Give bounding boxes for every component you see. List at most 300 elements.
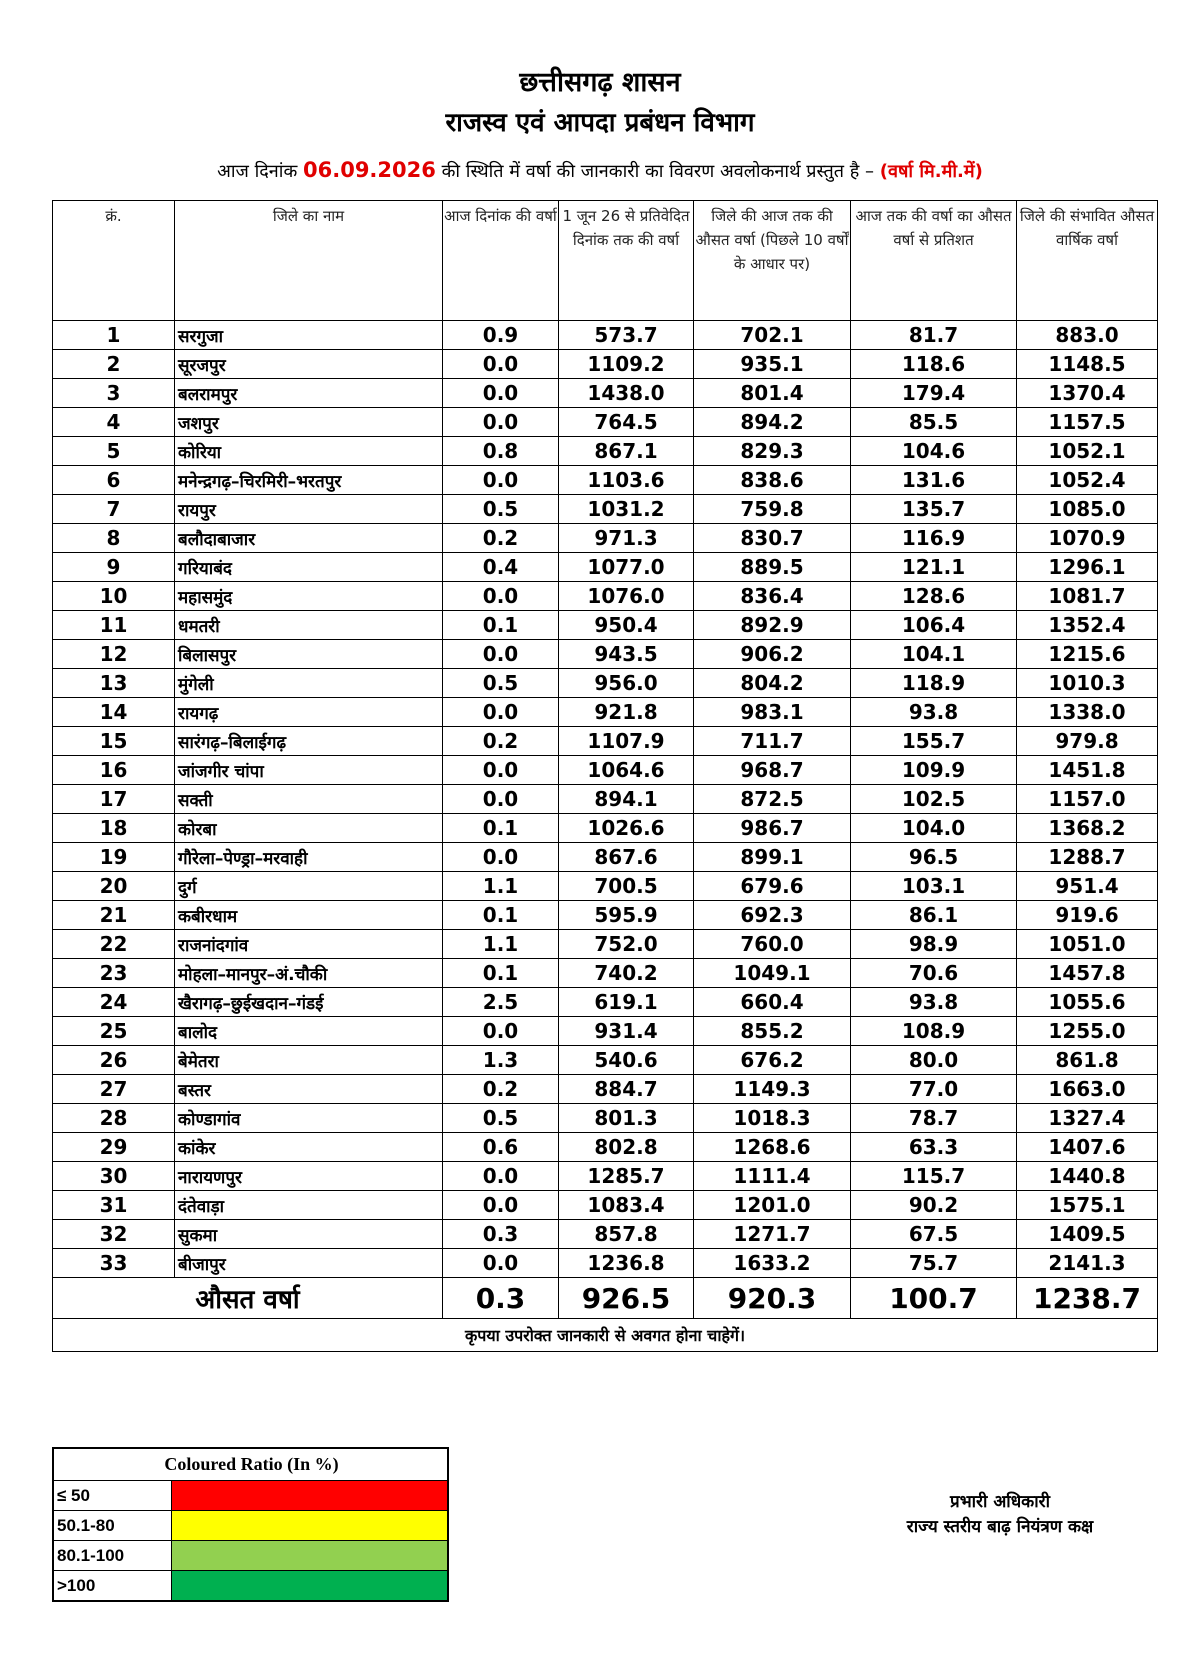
average-rain-cell: 899.1: [694, 843, 851, 872]
table-row: [53, 1191, 1158, 1220]
percent-cell: 108.9: [851, 1017, 1017, 1046]
serial-number-cell: 2: [53, 350, 175, 379]
cumulative-rain-cell: 1083.4: [559, 1191, 694, 1220]
annual-average-cell: 1085.0: [1017, 495, 1158, 524]
today-rain-cell: 0.2: [443, 524, 559, 553]
average-rain-cell: 692.3: [694, 901, 851, 930]
district-name-cell: कोरिया: [175, 437, 443, 466]
district-name-cell: बालोद: [175, 1017, 443, 1046]
table-row: [53, 524, 1158, 553]
table-row: [53, 698, 1158, 727]
cumulative-rain-cell: 595.9: [559, 901, 694, 930]
percent-cell: 104.1: [851, 640, 1017, 669]
table-row: [53, 379, 1158, 408]
average-rain-cell: 676.2: [694, 1046, 851, 1075]
today-rain-cell: 0.0: [443, 379, 559, 408]
average-rain-cell: 679.6: [694, 872, 851, 901]
cumulative-rain-cell: 801.3: [559, 1104, 694, 1133]
annual-average-cell: 883.0: [1017, 321, 1158, 350]
average-row: [53, 1278, 1158, 1319]
legend-row: [53, 1481, 448, 1511]
average-rain-cell: 872.5: [694, 785, 851, 814]
today-rain-cell: 0.0: [443, 466, 559, 495]
district-name-cell: नारायणपुर: [175, 1162, 443, 1191]
legend-swatch-red: [171, 1481, 448, 1511]
serial-number-cell: 8: [53, 524, 175, 553]
today-rain-cell: 2.5: [443, 988, 559, 1017]
annual-average-cell: 979.8: [1017, 727, 1158, 756]
percent-cell: 63.3: [851, 1133, 1017, 1162]
district-name-cell: दंतेवाड़ा: [175, 1191, 443, 1220]
colour-legend: [52, 1447, 449, 1602]
average-rain-cell: 836.4: [694, 582, 851, 611]
cumulative-rain-cell: 1064.6: [559, 756, 694, 785]
percent-cell: 75.7: [851, 1249, 1017, 1278]
department-title: राजस्व एवं आपदा प्रबंधन विभाग: [445, 108, 755, 138]
percent-cell: 103.1: [851, 872, 1017, 901]
annual-average-cell: 1457.8: [1017, 959, 1158, 988]
percent-cell: 78.7: [851, 1104, 1017, 1133]
average-rain-cell: 804.2: [694, 669, 851, 698]
column-header-cumulative-rain: 1 जून 26 से प्रतिवेदित दिनांक तक की वर्षा: [559, 201, 694, 321]
district-name-cell: कबीरधाम: [175, 901, 443, 930]
today-rain-cell: 1.3: [443, 1046, 559, 1075]
cumulative-rain-cell: 802.8: [559, 1133, 694, 1162]
table-row: [53, 901, 1158, 930]
cumulative-rain-cell: 867.1: [559, 437, 694, 466]
average-rain-cell: 660.4: [694, 988, 851, 1017]
average-label: औसत वर्षा: [53, 1278, 443, 1319]
percent-cell: 106.4: [851, 611, 1017, 640]
percent-cell: 70.6: [851, 959, 1017, 988]
average-rain-cell: 760.0: [694, 930, 851, 959]
percent-cell: 98.9: [851, 930, 1017, 959]
average-rain-cell: 829.3: [694, 437, 851, 466]
percent-cell: 93.8: [851, 698, 1017, 727]
district-name-cell: गरियाबंद: [175, 553, 443, 582]
note-row: [53, 1319, 1158, 1352]
cumulative-rain-cell: 971.3: [559, 524, 694, 553]
serial-number-cell: 3: [53, 379, 175, 408]
average-rain-cell: 894.2: [694, 408, 851, 437]
district-name-cell: मनेन्द्रगढ़–चिरमिरी–भरतपुर: [175, 466, 443, 495]
cumulative-rain-cell: 921.8: [559, 698, 694, 727]
table-row: [53, 582, 1158, 611]
today-rain-cell: 0.8: [443, 437, 559, 466]
cumulative-rain-cell: 950.4: [559, 611, 694, 640]
annual-average-cell: 1052.4: [1017, 466, 1158, 495]
today-rain-cell: 0.0: [443, 698, 559, 727]
district-name-cell: कोण्डागांव: [175, 1104, 443, 1133]
annual-average-cell: 1352.4: [1017, 611, 1158, 640]
percent-cell: 109.9: [851, 756, 1017, 785]
district-name-cell: रायगढ़: [175, 698, 443, 727]
district-name-cell: बलरामपुर: [175, 379, 443, 408]
district-name-cell: महासमुंद: [175, 582, 443, 611]
serial-number-cell: 12: [53, 640, 175, 669]
today-rain-cell: 0.3: [443, 1220, 559, 1249]
today-rain-cell: 0.0: [443, 582, 559, 611]
annual-average-cell: 1148.5: [1017, 350, 1158, 379]
average-rain-cell: 906.2: [694, 640, 851, 669]
table-row: [53, 466, 1158, 495]
district-name-cell: सारंगढ़–बिलाईगढ़: [175, 727, 443, 756]
serial-number-cell: 28: [53, 1104, 175, 1133]
average-rain-cell: 892.9: [694, 611, 851, 640]
today-rain-cell: 0.0: [443, 640, 559, 669]
table-row: [53, 350, 1158, 379]
serial-number-cell: 21: [53, 901, 175, 930]
percent-cell: 118.6: [851, 350, 1017, 379]
table-row: [53, 1162, 1158, 1191]
percent-cell: 67.5: [851, 1220, 1017, 1249]
today-rain-cell: 0.0: [443, 1017, 559, 1046]
serial-number-cell: 33: [53, 1249, 175, 1278]
table-row: [53, 640, 1158, 669]
annual-average-cell: 1010.3: [1017, 669, 1158, 698]
annual-average-cell: 1070.9: [1017, 524, 1158, 553]
today-rain-cell: 0.1: [443, 901, 559, 930]
percent-cell: 80.0: [851, 1046, 1017, 1075]
annual-average-cell: 1327.4: [1017, 1104, 1158, 1133]
district-name-cell: मोहला–मानपुर–अं.चौकी: [175, 959, 443, 988]
column-header-today-rain: आज दिनांक की वर्षा: [443, 201, 559, 321]
legend-label: >100: [53, 1571, 171, 1602]
table-row: [53, 930, 1158, 959]
column-header-average-rain: जिले की आज तक की औसत वर्षा (पिछले 10 वर्षों के आधार पर): [694, 201, 851, 321]
table-row: [53, 785, 1158, 814]
today-rain-cell: 0.5: [443, 495, 559, 524]
average-rain-cell: 935.1: [694, 350, 851, 379]
serial-number-cell: 26: [53, 1046, 175, 1075]
serial-number-cell: 29: [53, 1133, 175, 1162]
serial-number-cell: 17: [53, 785, 175, 814]
table-row: [53, 756, 1158, 785]
today-rain-cell: 0.0: [443, 1191, 559, 1220]
annual-average-cell: 1051.0: [1017, 930, 1158, 959]
today-rain-cell: 1.1: [443, 872, 559, 901]
today-rain-cell: 0.0: [443, 756, 559, 785]
district-name-cell: बिलासपुर: [175, 640, 443, 669]
district-name-cell: मुंगेली: [175, 669, 443, 698]
serial-number-cell: 4: [53, 408, 175, 437]
serial-number-cell: 18: [53, 814, 175, 843]
note-text: कृपया उपरोक्त जानकारी से अवगत होना चाहेगें।: [53, 1319, 1158, 1352]
average-rain-cell: 830.7: [694, 524, 851, 553]
table-row: [53, 611, 1158, 640]
average-rain-cell: 1149.3: [694, 1075, 851, 1104]
signature-office: राज्य स्तरीय बाढ़ नियंत्रण कक्ष: [906, 1517, 1094, 1537]
cumulative-rain-cell: 700.5: [559, 872, 694, 901]
percent-cell: 104.6: [851, 437, 1017, 466]
percent-cell: 121.1: [851, 553, 1017, 582]
today-rain-cell: 0.2: [443, 727, 559, 756]
district-name-cell: सुकमा: [175, 1220, 443, 1249]
annual-average-cell: 1255.0: [1017, 1017, 1158, 1046]
annual-average-cell: 1296.1: [1017, 553, 1158, 582]
average-rain-cell: 759.8: [694, 495, 851, 524]
cumulative-rain-cell: 1076.0: [559, 582, 694, 611]
cumulative-rain-cell: 956.0: [559, 669, 694, 698]
average-rain-cell: 855.2: [694, 1017, 851, 1046]
serial-number-cell: 9: [53, 553, 175, 582]
table-row: [53, 1220, 1158, 1249]
today-rain-cell: 0.0: [443, 1249, 559, 1278]
today-rain-cell: 0.0: [443, 843, 559, 872]
today-rain-cell: 1.1: [443, 930, 559, 959]
average-today-rain: 0.3: [443, 1278, 559, 1319]
column-header-annual-average: जिले की संभावित औसत वार्षिक वर्षा: [1017, 201, 1158, 321]
table-row: [53, 814, 1158, 843]
average-rain-cell: 838.6: [694, 466, 851, 495]
table-row: [53, 669, 1158, 698]
serial-number-cell: 5: [53, 437, 175, 466]
average-rain-cell: 1268.6: [694, 1133, 851, 1162]
table-row: [53, 1133, 1158, 1162]
annual-average-cell: 1663.0: [1017, 1075, 1158, 1104]
percent-cell: 118.9: [851, 669, 1017, 698]
serial-number-cell: 20: [53, 872, 175, 901]
legend-title-row: [53, 1448, 448, 1481]
cumulative-rain-cell: 931.4: [559, 1017, 694, 1046]
today-rain-cell: 0.0: [443, 408, 559, 437]
table-row: [53, 843, 1158, 872]
report-date: 06.09.2026: [303, 158, 436, 182]
serial-number-cell: 10: [53, 582, 175, 611]
legend-label: ≤ 50: [53, 1481, 171, 1511]
today-rain-cell: 0.0: [443, 785, 559, 814]
table-body: [53, 321, 1158, 1278]
serial-number-cell: 16: [53, 756, 175, 785]
serial-number-cell: 1: [53, 321, 175, 350]
cumulative-rain-cell: 884.7: [559, 1075, 694, 1104]
today-rain-cell: 0.0: [443, 350, 559, 379]
today-rain-cell: 0.1: [443, 959, 559, 988]
cumulative-rain-cell: 1109.2: [559, 350, 694, 379]
today-rain-cell: 0.0: [443, 1162, 559, 1191]
average-rain-cell: 889.5: [694, 553, 851, 582]
average-annual-average: 1238.7: [1017, 1278, 1158, 1319]
average-rain-cell: 702.1: [694, 321, 851, 350]
percent-cell: 155.7: [851, 727, 1017, 756]
table-row: [53, 495, 1158, 524]
serial-number-cell: 11: [53, 611, 175, 640]
serial-number-cell: 25: [53, 1017, 175, 1046]
table-row: [53, 553, 1158, 582]
percent-cell: 96.5: [851, 843, 1017, 872]
table-row: [53, 321, 1158, 350]
average-rain-cell: 1633.2: [694, 1249, 851, 1278]
cumulative-rain-cell: 619.1: [559, 988, 694, 1017]
annual-average-cell: 861.8: [1017, 1046, 1158, 1075]
table-row: [53, 988, 1158, 1017]
annual-average-cell: 919.6: [1017, 901, 1158, 930]
legend-label: 80.1-100: [53, 1541, 171, 1571]
today-rain-cell: 0.2: [443, 1075, 559, 1104]
cumulative-rain-cell: 943.5: [559, 640, 694, 669]
annual-average-cell: 1052.1: [1017, 437, 1158, 466]
percent-cell: 77.0: [851, 1075, 1017, 1104]
average-rain-cell: 983.1: [694, 698, 851, 727]
serial-number-cell: 22: [53, 930, 175, 959]
district-name-cell: राजनांदगांव: [175, 930, 443, 959]
table-header-row: [53, 201, 1158, 321]
table-row: [53, 437, 1158, 466]
district-name-cell: गौरेला–पेण्ड्रा–मरवाही: [175, 843, 443, 872]
annual-average-cell: 1409.5: [1017, 1220, 1158, 1249]
percent-cell: 90.2: [851, 1191, 1017, 1220]
district-name-cell: बलौदाबाजार: [175, 524, 443, 553]
annual-average-cell: 1407.6: [1017, 1133, 1158, 1162]
table-row: [53, 872, 1158, 901]
serial-number-cell: 32: [53, 1220, 175, 1249]
serial-number-cell: 6: [53, 466, 175, 495]
today-rain-cell: 0.5: [443, 669, 559, 698]
average-rain-cell: 1018.3: [694, 1104, 851, 1133]
serial-number-cell: 23: [53, 959, 175, 988]
district-name-cell: रायपुर: [175, 495, 443, 524]
average-rain-cell: 1049.1: [694, 959, 851, 988]
today-rain-cell: 0.5: [443, 1104, 559, 1133]
table-row: [53, 408, 1158, 437]
annual-average-cell: 1215.6: [1017, 640, 1158, 669]
serial-number-cell: 30: [53, 1162, 175, 1191]
average-rain-cell: 1201.0: [694, 1191, 851, 1220]
percent-cell: 116.9: [851, 524, 1017, 553]
cumulative-rain-cell: 1285.7: [559, 1162, 694, 1191]
table-row: [53, 1075, 1158, 1104]
today-rain-cell: 0.1: [443, 611, 559, 640]
cumulative-rain-cell: 894.1: [559, 785, 694, 814]
average-rain-cell: 986.7: [694, 814, 851, 843]
percent-cell: 86.1: [851, 901, 1017, 930]
legend-swatch-green: [171, 1571, 448, 1602]
legend-row: [53, 1571, 448, 1602]
today-rain-cell: 0.1: [443, 814, 559, 843]
average-rain-cell: 1271.7: [694, 1220, 851, 1249]
percent-cell: 179.4: [851, 379, 1017, 408]
column-header-percent: आज तक की वर्षा का औसत वर्षा से प्रतिशत: [851, 201, 1017, 321]
serial-number-cell: 13: [53, 669, 175, 698]
district-name-cell: बेमेतरा: [175, 1046, 443, 1075]
table-row: [53, 1046, 1158, 1075]
average-rain-cell: 968.7: [694, 756, 851, 785]
average-rain-cell: 711.7: [694, 727, 851, 756]
annual-average-cell: 1440.8: [1017, 1162, 1158, 1191]
annual-average-cell: 1451.8: [1017, 756, 1158, 785]
district-name-cell: सरगुजा: [175, 321, 443, 350]
legend-row: [53, 1541, 448, 1571]
serial-number-cell: 14: [53, 698, 175, 727]
table-row: [53, 727, 1158, 756]
unit-label: (वर्षा मि.मी.में): [879, 161, 983, 182]
district-name-cell: कोरबा: [175, 814, 443, 843]
annual-average-cell: 1157.0: [1017, 785, 1158, 814]
today-rain-cell: 0.4: [443, 553, 559, 582]
legend-title: Coloured Ratio (In %): [53, 1448, 448, 1481]
percent-cell: 131.6: [851, 466, 1017, 495]
district-name-cell: सक्ती: [175, 785, 443, 814]
percent-cell: 115.7: [851, 1162, 1017, 1191]
district-name-cell: बस्तर: [175, 1075, 443, 1104]
cumulative-rain-cell: 857.8: [559, 1220, 694, 1249]
rainfall-table: [52, 200, 1158, 1352]
serial-number-cell: 31: [53, 1191, 175, 1220]
cumulative-rain-cell: 1077.0: [559, 553, 694, 582]
cumulative-rain-cell: 752.0: [559, 930, 694, 959]
cumulative-rain-cell: 540.6: [559, 1046, 694, 1075]
annual-average-cell: 1370.4: [1017, 379, 1158, 408]
legend-swatch-light-green: [171, 1541, 448, 1571]
annual-average-cell: 1081.7: [1017, 582, 1158, 611]
serial-number-cell: 19: [53, 843, 175, 872]
cumulative-rain-cell: 1438.0: [559, 379, 694, 408]
today-rain-cell: 0.9: [443, 321, 559, 350]
legend-row: [53, 1511, 448, 1541]
cumulative-rain-cell: 573.7: [559, 321, 694, 350]
intro-prefix: आज दिनांक: [217, 161, 298, 182]
government-title: छत्तीसगढ़ शासन: [519, 67, 681, 98]
annual-average-cell: 1055.6: [1017, 988, 1158, 1017]
district-name-cell: सूरजपुर: [175, 350, 443, 379]
district-name-cell: दुर्ग: [175, 872, 443, 901]
percent-cell: 135.7: [851, 495, 1017, 524]
cumulative-rain-cell: 740.2: [559, 959, 694, 988]
annual-average-cell: 1288.7: [1017, 843, 1158, 872]
table-row: [53, 1017, 1158, 1046]
average-rain-cell: 801.4: [694, 379, 851, 408]
cumulative-rain-cell: 1107.9: [559, 727, 694, 756]
percent-cell: 102.5: [851, 785, 1017, 814]
table-row: [53, 1104, 1158, 1133]
district-name-cell: धमतरी: [175, 611, 443, 640]
today-rain-cell: 0.6: [443, 1133, 559, 1162]
report-intro: [0, 158, 1200, 183]
district-name-cell: जशपुर: [175, 408, 443, 437]
column-header-district: जिले का नाम: [175, 201, 443, 321]
annual-average-cell: 1338.0: [1017, 698, 1158, 727]
average-cumulative-rain: 926.5: [559, 1278, 694, 1319]
table-row: [53, 1249, 1158, 1278]
legend-label: 50.1-80: [53, 1511, 171, 1541]
average-average-rain: 920.3: [694, 1278, 851, 1319]
percent-cell: 93.8: [851, 988, 1017, 1017]
district-name-cell: खैरागढ़–छुईखदान–गंडई: [175, 988, 443, 1017]
serial-number-cell: 15: [53, 727, 175, 756]
annual-average-cell: 2141.3: [1017, 1249, 1158, 1278]
percent-cell: 81.7: [851, 321, 1017, 350]
cumulative-rain-cell: 1026.6: [559, 814, 694, 843]
annual-average-cell: 1575.1: [1017, 1191, 1158, 1220]
district-name-cell: जांजगीर चांपा: [175, 756, 443, 785]
serial-number-cell: 27: [53, 1075, 175, 1104]
district-name-cell: बीजापुर: [175, 1249, 443, 1278]
cumulative-rain-cell: 764.5: [559, 408, 694, 437]
average-rain-cell: 1111.4: [694, 1162, 851, 1191]
legend-swatch-yellow: [171, 1511, 448, 1541]
cumulative-rain-cell: 867.6: [559, 843, 694, 872]
cumulative-rain-cell: 1103.6: [559, 466, 694, 495]
percent-cell: 85.5: [851, 408, 1017, 437]
column-header-serial: क्रं.: [53, 201, 175, 321]
annual-average-cell: 951.4: [1017, 872, 1158, 901]
signature-title: प्रभारी अधिकारी: [950, 1492, 1050, 1512]
serial-number-cell: 24: [53, 988, 175, 1017]
cumulative-rain-cell: 1236.8: [559, 1249, 694, 1278]
average-percent: 100.7: [851, 1278, 1017, 1319]
percent-cell: 128.6: [851, 582, 1017, 611]
cumulative-rain-cell: 1031.2: [559, 495, 694, 524]
